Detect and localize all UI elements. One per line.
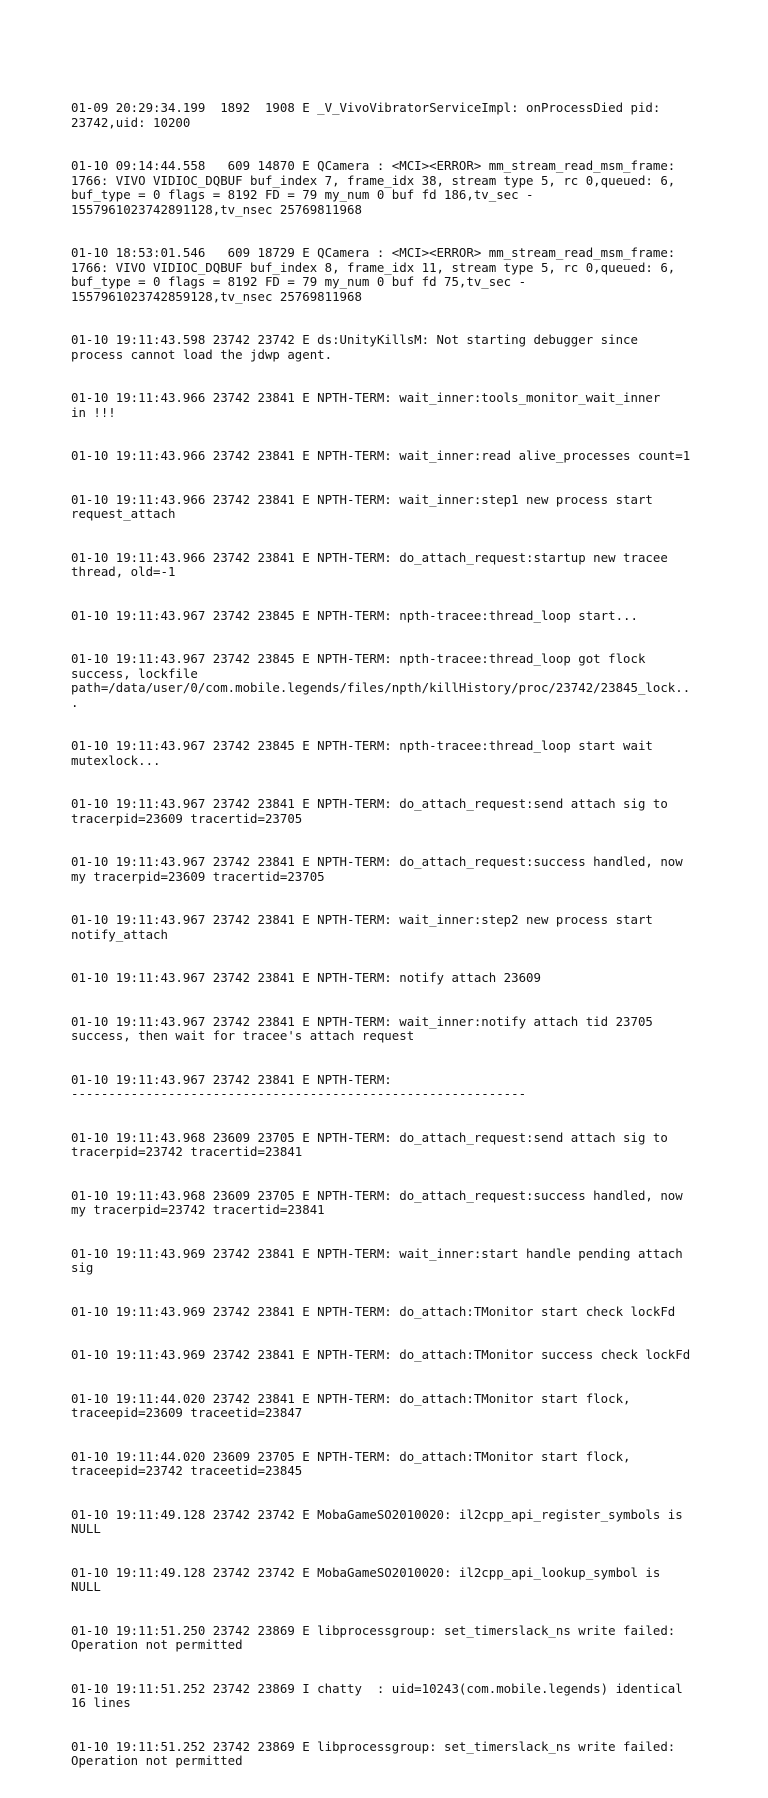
log-entry: 01-10 19:11:43.969 23742 23841 E NPTH-TERM: wait_inner:start handle pending attach sig (71, 1245, 683, 1275)
log-entry: 01-10 19:11:43.969 23742 23841 E NPTH-TERM: do_attach:TMonitor success check lockFd (71, 1347, 691, 1362)
log-entry: 01-10 19:11:43.968 23609 23705 E NPTH-TERM: do_attach_request:send attach sig to tracerpid=23742 tracertid=23841 (71, 1129, 668, 1159)
log-entry: 01-10 19:11:43.967 23742 23841 E NPTH-TERM: do_attach_request:success handled, now my tracerpid=23609 tracertid=23705 (71, 854, 683, 884)
log-entry: 01-10 19:11:43.967 23742 23845 E NPTH-TERM: npth-tracee:thread_loop start... (71, 607, 638, 623)
log-entry: 01-10 19:11:49.128 23742 23742 E MobaGameSO2010020: il2cpp_api_register_symbols is NULL (71, 1506, 683, 1536)
log-entry: 01-10 19:11:43.967 23742 23845 E NPTH-TERM: npth-tracee:thread_loop got flock success, lockfile path=/data/user/0/com.mobile.legends/files/npth/killHistory/proc/23742/23845_lock.. . (71, 651, 691, 710)
log-entry: 01-10 19:11:43.967 23742 23845 E NPTH-TERM: npth-tracee:thread_loop start wait mutexlock... (71, 738, 653, 768)
log-entry: 01-10 19:11:43.966 23742 23841 E NPTH-TERM: wait_inner:tools_monitor_wait_inner in !!! (71, 390, 661, 420)
log-entry: 01-09 20:29:34.199 1892 1908 E _V_VivoVibratorServiceImpl: onProcessDied pid: 23742,uid: 10200 (71, 100, 661, 130)
log-entry: 01-10 19:11:51.252 23742 23869 I chatty : uid=10243(com.mobile.legends) identical 16 lines (71, 1680, 683, 1710)
log-entry: 01-10 18:53:01.546 609 18729 E QCamera : <MCI><ERROR> mm_stream_read_msm_frame: 1766: VIVO VIDIOC_DQBUF buf_index 8, frame_idx 11, stream type 5, rc 0,queued: 6, buf_type = 0 flags = 8192 FD = 79 my_num 0 buf fd 75,tv_sec - 1557961023742859128,tv_nsec 25769811968 (71, 245, 676, 304)
log-entry: 01-10 19:11:43.967 23742 23841 E NPTH-TERM: wait_inner:notify attach tid 23705 success, then wait for tracee's attach request (71, 1013, 653, 1043)
log-entry: 01-10 19:11:49.128 23742 23742 E MobaGameSO2010020: il2cpp_api_lookup_symbol is NULL (71, 1564, 661, 1594)
log-entry: 01-10 19:11:43.969 23742 23841 E NPTH-TERM: do_attach:TMonitor start check lockFd (71, 1303, 676, 1319)
log-entry: 01-10 19:11:43.967 23742 23841 E NPTH-TERM: wait_inner:step2 new process start notify_attach (71, 912, 653, 942)
log-entry: 01-10 19:11:43.598 23742 23742 E ds:UnityKillsM: Not starting debugger since process cannot load the jdwp agent. (71, 332, 638, 362)
log-entry: 01-10 19:11:44.020 23609 23705 E NPTH-TERM: do_attach:TMonitor start flock, traceepid=23742 traceetid=23845 (71, 1448, 631, 1478)
log-entry: 01-10 19:11:51.252 23742 23869 E libprocessgroup: set_timerslack_ns write failed: Operation not permitted (71, 1738, 676, 1768)
log-entry: 01-10 19:11:43.966 23742 23841 E NPTH-TERM: wait_inner:read alive_processes count=1 (71, 448, 691, 463)
log-entry: 01-10 19:11:43.967 23742 23841 E NPTH-TERM: do_attach_request:send attach sig to tracerpid=23609 tracertid=23705 (71, 796, 668, 826)
log-entry: 01-10 19:11:43.968 23609 23705 E NPTH-TERM: do_attach_request:success handled, now my tracerpid=23742 tracertid=23841 (71, 1187, 683, 1217)
log-entry: 01-10 19:11:43.967 23742 23841 E NPTH-TERM: notify attach 23609 (71, 970, 541, 985)
log-entry: 01-10 19:11:43.967 23742 23841 E NPTH-TERM: ------------------------------------------------------------- (71, 1071, 527, 1101)
log-entry: 01-10 09:14:44.558 609 14870 E QCamera : <MCI><ERROR> mm_stream_read_msm_frame: 1766: VIVO VIDIOC_DQBUF buf_index 7, frame_idx 38, stream type 5, rc 0,queued: 6, buf_type = 0 flags = 8192 FD = 79 my_num 0 buf fd 186,tv_sec - 1557961023742891128,tv_nsec 25769811968 (71, 158, 676, 217)
log-entry: 01-10 19:11:51.250 23742 23869 E libprocessgroup: set_timerslack_ns write failed: Operation not permitted (71, 1622, 676, 1652)
log-entry: 01-10 19:11:43.966 23742 23841 E NPTH-TERM: wait_inner:step1 new process start request_attach (71, 491, 653, 521)
log-text-block (71, 72, 711, 1798)
log-entry: 01-10 19:11:44.020 23742 23841 E NPTH-TERM: do_attach:TMonitor start flock, traceepid=23609 traceetid=23847 (71, 1390, 631, 1420)
log-entry: 01-10 19:11:43.966 23742 23841 E NPTH-TERM: do_attach_request:startup new tracee thread, old=-1 (71, 549, 668, 579)
